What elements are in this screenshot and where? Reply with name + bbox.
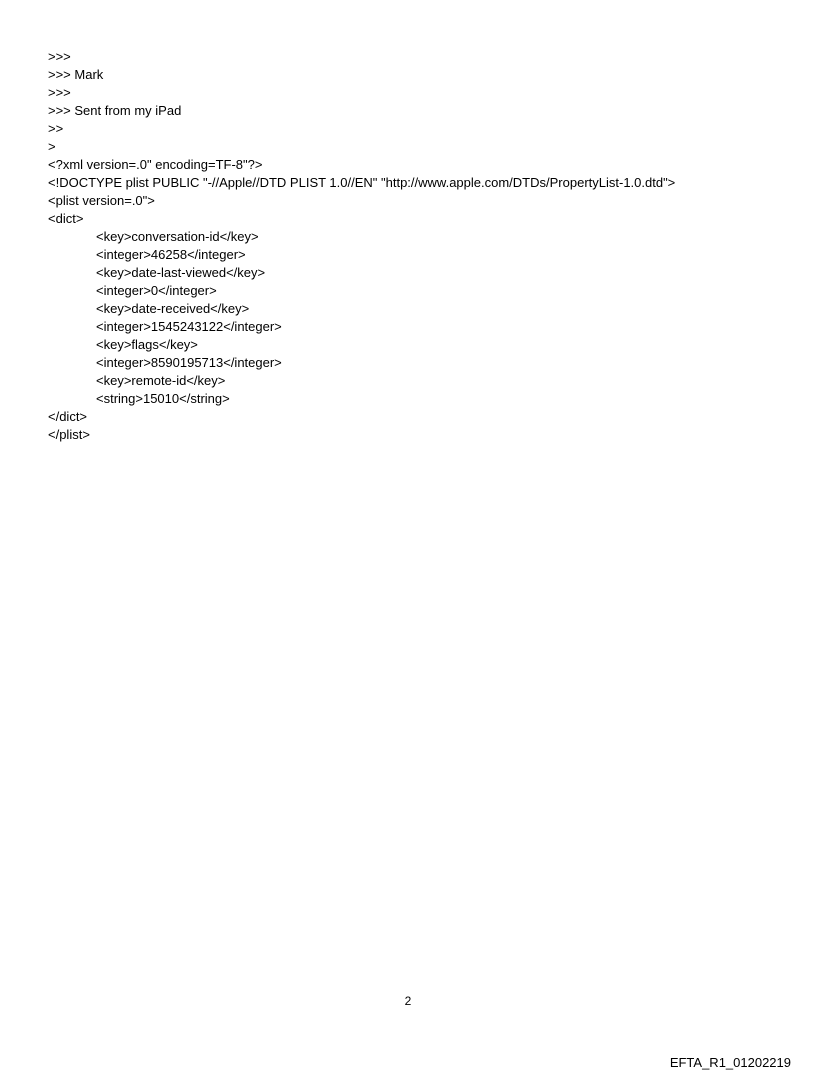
plist-close-tag: </plist>: [48, 427, 90, 442]
plist-entry: <key>date-received</key>: [96, 301, 250, 316]
quote-line: >>: [48, 121, 64, 136]
plist-entry: <key>date-last-viewed</key>: [96, 265, 266, 280]
plist-entry: <integer>1545243122</integer>: [96, 319, 282, 334]
plist-entry: <key>flags</key>: [96, 337, 198, 352]
quote-line: >>>: [48, 49, 71, 64]
plist-entry: <integer>46258</integer>: [96, 247, 246, 262]
plist-entry: <key>conversation-id</key>: [96, 229, 259, 244]
plist-entry: <integer>8590195713</integer>: [96, 355, 282, 370]
plist-open-tag: <plist version=.0">: [48, 193, 155, 208]
dict-close-tag: </dict>: [48, 409, 88, 424]
plist-entry: <integer>0</integer>: [96, 283, 217, 298]
quote-line: >>> Sent from my iPad: [48, 103, 182, 118]
quote-line: >>>: [48, 85, 71, 100]
bates-number: EFTA_R1_01202219: [669, 1055, 791, 1070]
doctype-line: <!DOCTYPE plist PUBLIC "-//Apple//DTD PLIST 1.0//EN" "http://www.apple.com/DTDs/PropertyList-1.0.dtd">: [48, 175, 676, 190]
quote-line: >: [48, 139, 56, 154]
page-number: 2: [404, 994, 412, 1008]
document-body: [48, 48, 788, 444]
xml-declaration: <?xml version=.0" encoding=TF-8"?>: [48, 157, 263, 172]
dict-open-tag: <dict>: [48, 211, 84, 226]
quote-line: >>> Mark: [48, 67, 104, 82]
plist-entry: <key>remote-id</key>: [96, 373, 226, 388]
plist-entry: <string>15010</string>: [96, 391, 230, 406]
